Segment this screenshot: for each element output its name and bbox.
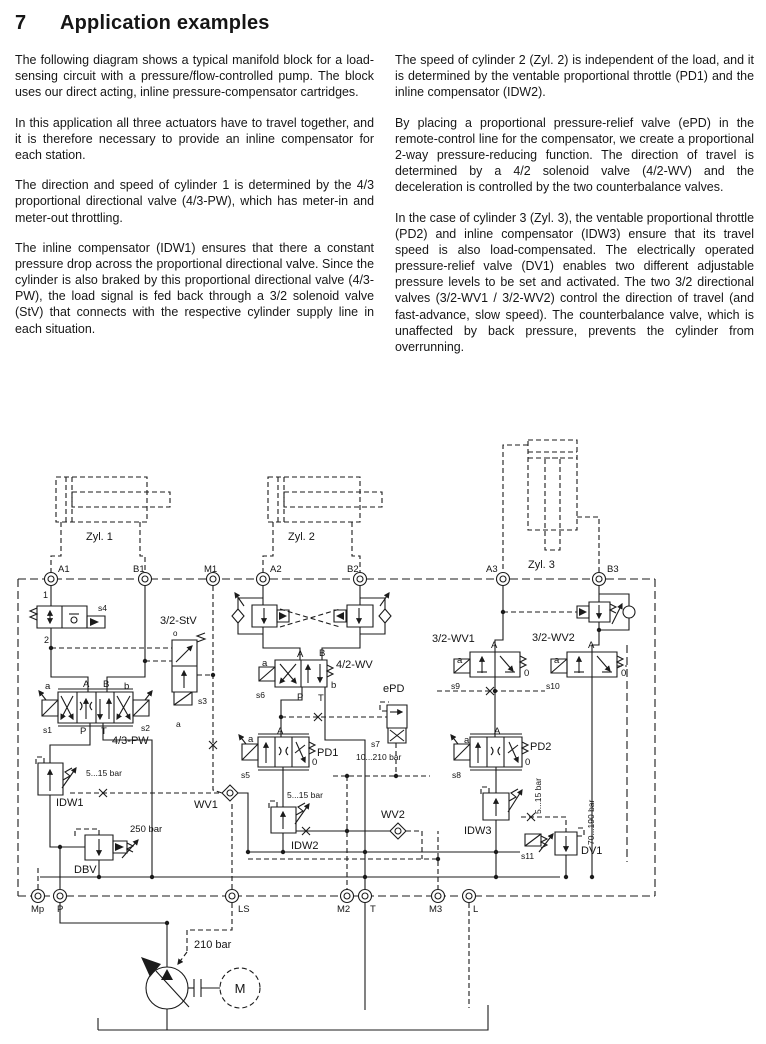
port-b3 <box>593 573 606 586</box>
schematic-label: P <box>80 726 87 737</box>
schematic-label: 1 <box>43 590 49 600</box>
paragraph: By placing a proportional pressure-relief valve (ePD) in the remote-control line for the compensator, we create a proportional 2-way pressure-reducing function. The direction of travel is determined by a 4/2 solenoid valve (4/2-WV) and the deceleration is controlled by the two counterbalance valves. <box>395 115 754 195</box>
relief-dbv-symbol <box>75 829 138 860</box>
throttle-pd2-symbol <box>451 734 531 770</box>
schematic-label: b <box>124 681 130 692</box>
counterbalance-b3-symbol <box>577 602 635 624</box>
schematic-label: 3/2-StV <box>160 615 197 627</box>
paragraph: In the case of cylinder 3 (Zyl. 3), the ventable proportional throttle (PD2) and inline compensator (IDW3) ensure that its travel speed is also load-compensated. The electrically operated pressure-relief valve (DV1) enables two different adjustable pressure levels to be set and activated. The two 3/2 directional valves (3/2-WV1 / 3/2-WV2) control the direction of travel (and fast-advance, slow speed). The counterbalance valve, which is unaffected by back pressure, prevents the cylinder from overrunning. <box>395 210 754 354</box>
schematic-label: B1 <box>133 564 145 575</box>
schematic-label: 0 <box>525 757 531 768</box>
schematic-label: IDW2 <box>291 840 319 852</box>
schematic-label: M2 <box>337 904 351 915</box>
schematic-label: ePD <box>383 683 405 695</box>
port-l <box>463 890 476 903</box>
schematic-label: 10...210 bar <box>356 752 402 762</box>
schematic-label: s11 <box>521 851 535 861</box>
compensator-idw3-symbol <box>481 787 522 820</box>
valve-stv-symbol <box>172 633 205 705</box>
schematic-label: Zyl. 2 <box>288 531 315 543</box>
schematic-label: 0 <box>621 668 627 679</box>
schematic-label: IDW1 <box>56 797 84 809</box>
schematic-label: T <box>101 726 107 737</box>
valve-s4-symbol <box>30 606 105 628</box>
schematic-label: T <box>370 904 376 915</box>
shuttle-wv1-symbol <box>222 785 238 801</box>
section-number: 7 <box>15 12 27 34</box>
schematic-label: s2 <box>141 723 150 733</box>
schematic-label: A2 <box>270 564 282 575</box>
section-heading <box>0 0 766 35</box>
schematic-label: A <box>494 726 501 737</box>
schematic-label: B <box>319 648 326 659</box>
port-ls <box>226 890 239 903</box>
port-a3 <box>497 573 510 586</box>
schematic-label: 5...15 bar <box>287 790 323 800</box>
schematic-label: WV1 <box>194 799 218 811</box>
right-column <box>395 52 754 369</box>
valve-43pw-symbol <box>39 689 152 726</box>
schematic-label: L <box>473 904 479 915</box>
schematic-label: B <box>103 679 110 690</box>
schematic-label: 3/2-WV2 <box>532 632 575 644</box>
schematic-label: 0 <box>312 757 318 768</box>
schematic-label: b <box>331 680 337 691</box>
compensator-idw1-symbol <box>36 757 76 795</box>
schematic-label: a <box>176 719 181 729</box>
schematic-label: 0 <box>524 668 530 679</box>
schematic-label: PD2 <box>530 741 552 753</box>
schematic-label: a <box>554 655 560 666</box>
schematic-label: P <box>297 692 304 703</box>
port-p <box>54 890 67 903</box>
schematic-label: s5 <box>241 770 250 780</box>
schematic-label: a <box>464 735 470 746</box>
schematic-label: B3 <box>607 564 619 575</box>
schematic-label: Mp <box>31 904 45 915</box>
schematic-label: B2 <box>347 564 359 575</box>
schematic-label: o <box>173 629 178 638</box>
schematic-label: 5...15 bar <box>533 778 543 814</box>
cylinder-zyl1-symbol <box>51 477 170 572</box>
port-mp <box>32 890 45 903</box>
schematic-label: s4 <box>98 603 107 613</box>
schematic-label: LS <box>238 904 250 915</box>
paragraph: The following diagram shows a typical manifold block for a load-sensing circuit with a pressure/flow-controlled pump. The block uses our direct acting, inline pressure-compensator cartridges. <box>15 53 374 100</box>
schematic-label: T <box>318 693 324 704</box>
schematic-label: A <box>491 640 498 651</box>
schematic-label: PD1 <box>317 747 339 759</box>
cylinder-zyl3-symbol <box>503 440 599 572</box>
schematic-label: s9 <box>451 681 460 691</box>
schematic-label: Zyl. 1 <box>86 531 113 543</box>
schematic-label: a <box>457 655 463 666</box>
paragraph: In this application all three actuators have to travel together, and it is therefore necessary to provide an inline compensator for each station. <box>15 115 374 162</box>
cylinder-zyl2-symbol <box>263 477 382 572</box>
schematic-label: a <box>262 658 268 669</box>
schematic-label: A1 <box>58 564 70 575</box>
schematic-label: IDW3 <box>464 825 492 837</box>
port-m3 <box>432 890 445 903</box>
paragraph: The speed of cylinder 2 (Zyl. 2) is independent of the load, and it is determined by the ventable proportional throttle (PD1) and the inline compensator (IDW2). <box>395 53 754 100</box>
schematic-label: M1 <box>204 564 218 575</box>
paragraph: The direction and speed of cylinder 1 is determined by the 4/3 proportional directional valve (4/3-PW), which has meter-in and meter-out throttling. <box>15 178 374 225</box>
port-a2 <box>257 573 270 586</box>
counterbalance-a2-symbol <box>232 593 340 634</box>
schematic-label: s10 <box>546 681 560 691</box>
schematic-label: a <box>45 681 51 692</box>
port-m2 <box>341 890 354 903</box>
left-column <box>15 52 374 369</box>
schematic-label: 2 <box>44 635 50 645</box>
valve-32wv2-symbol <box>551 652 623 677</box>
shuttle-wv2-symbol <box>390 823 406 839</box>
hydraulic-schematic <box>0 400 766 1044</box>
schematic-label: Zyl. 3 <box>528 559 555 571</box>
schematic-label: a <box>248 734 254 745</box>
schematic-label: DV1 <box>581 845 603 857</box>
schematic-label: 210 bar <box>194 939 232 951</box>
port-a1 <box>45 573 58 586</box>
schematic-label: M3 <box>429 904 443 915</box>
schematic-label: 5...15 bar <box>86 768 122 778</box>
pump-symbol <box>141 957 189 1009</box>
schematic-label: s3 <box>198 696 207 706</box>
schematic-label: A <box>297 649 304 660</box>
schematic-label: s7 <box>371 739 380 749</box>
schematic-label: WV2 <box>381 809 405 821</box>
schematic-label: 250 bar <box>130 824 163 835</box>
schematic-label: P <box>57 904 64 915</box>
valve-42wv-symbol <box>259 660 333 687</box>
schematic-label: A <box>83 679 90 690</box>
schematic-label: 4/3-PW <box>112 735 149 747</box>
port-t <box>359 890 372 903</box>
schematic-label: A <box>588 640 595 651</box>
schematic-label: M <box>234 981 246 996</box>
schematic-label: DBV <box>74 864 97 876</box>
schematic-label: 4/2-WV <box>336 659 373 671</box>
schematic-labels <box>31 531 626 996</box>
schematic-label: s6 <box>256 690 265 700</box>
schematic-label: s8 <box>452 770 461 780</box>
paragraph: The inline compensator (IDW1) ensures that there a constant pressure drop across the proportional directional valve. Since the cylinder is also braked by this proportional directional valve (4/3-PW), the load signal is fed back through a 3/2 solenoid valve (StV) that connects with the respective cylinder supply line in each situation. <box>15 240 374 336</box>
body-text <box>0 35 766 369</box>
schematic-label: s1 <box>43 725 52 735</box>
valve-32wv1-symbol <box>454 652 526 677</box>
relief-epd-symbol <box>380 702 407 743</box>
schematic-label: 3/2-WV1 <box>432 633 475 645</box>
counterbalance-b2-symbol <box>334 593 391 634</box>
schematic-label: A3 <box>486 564 498 575</box>
schematic-label: A <box>277 726 284 737</box>
section-title: Application examples <box>60 12 270 34</box>
schematic-label: 70...190 bar <box>586 799 596 845</box>
